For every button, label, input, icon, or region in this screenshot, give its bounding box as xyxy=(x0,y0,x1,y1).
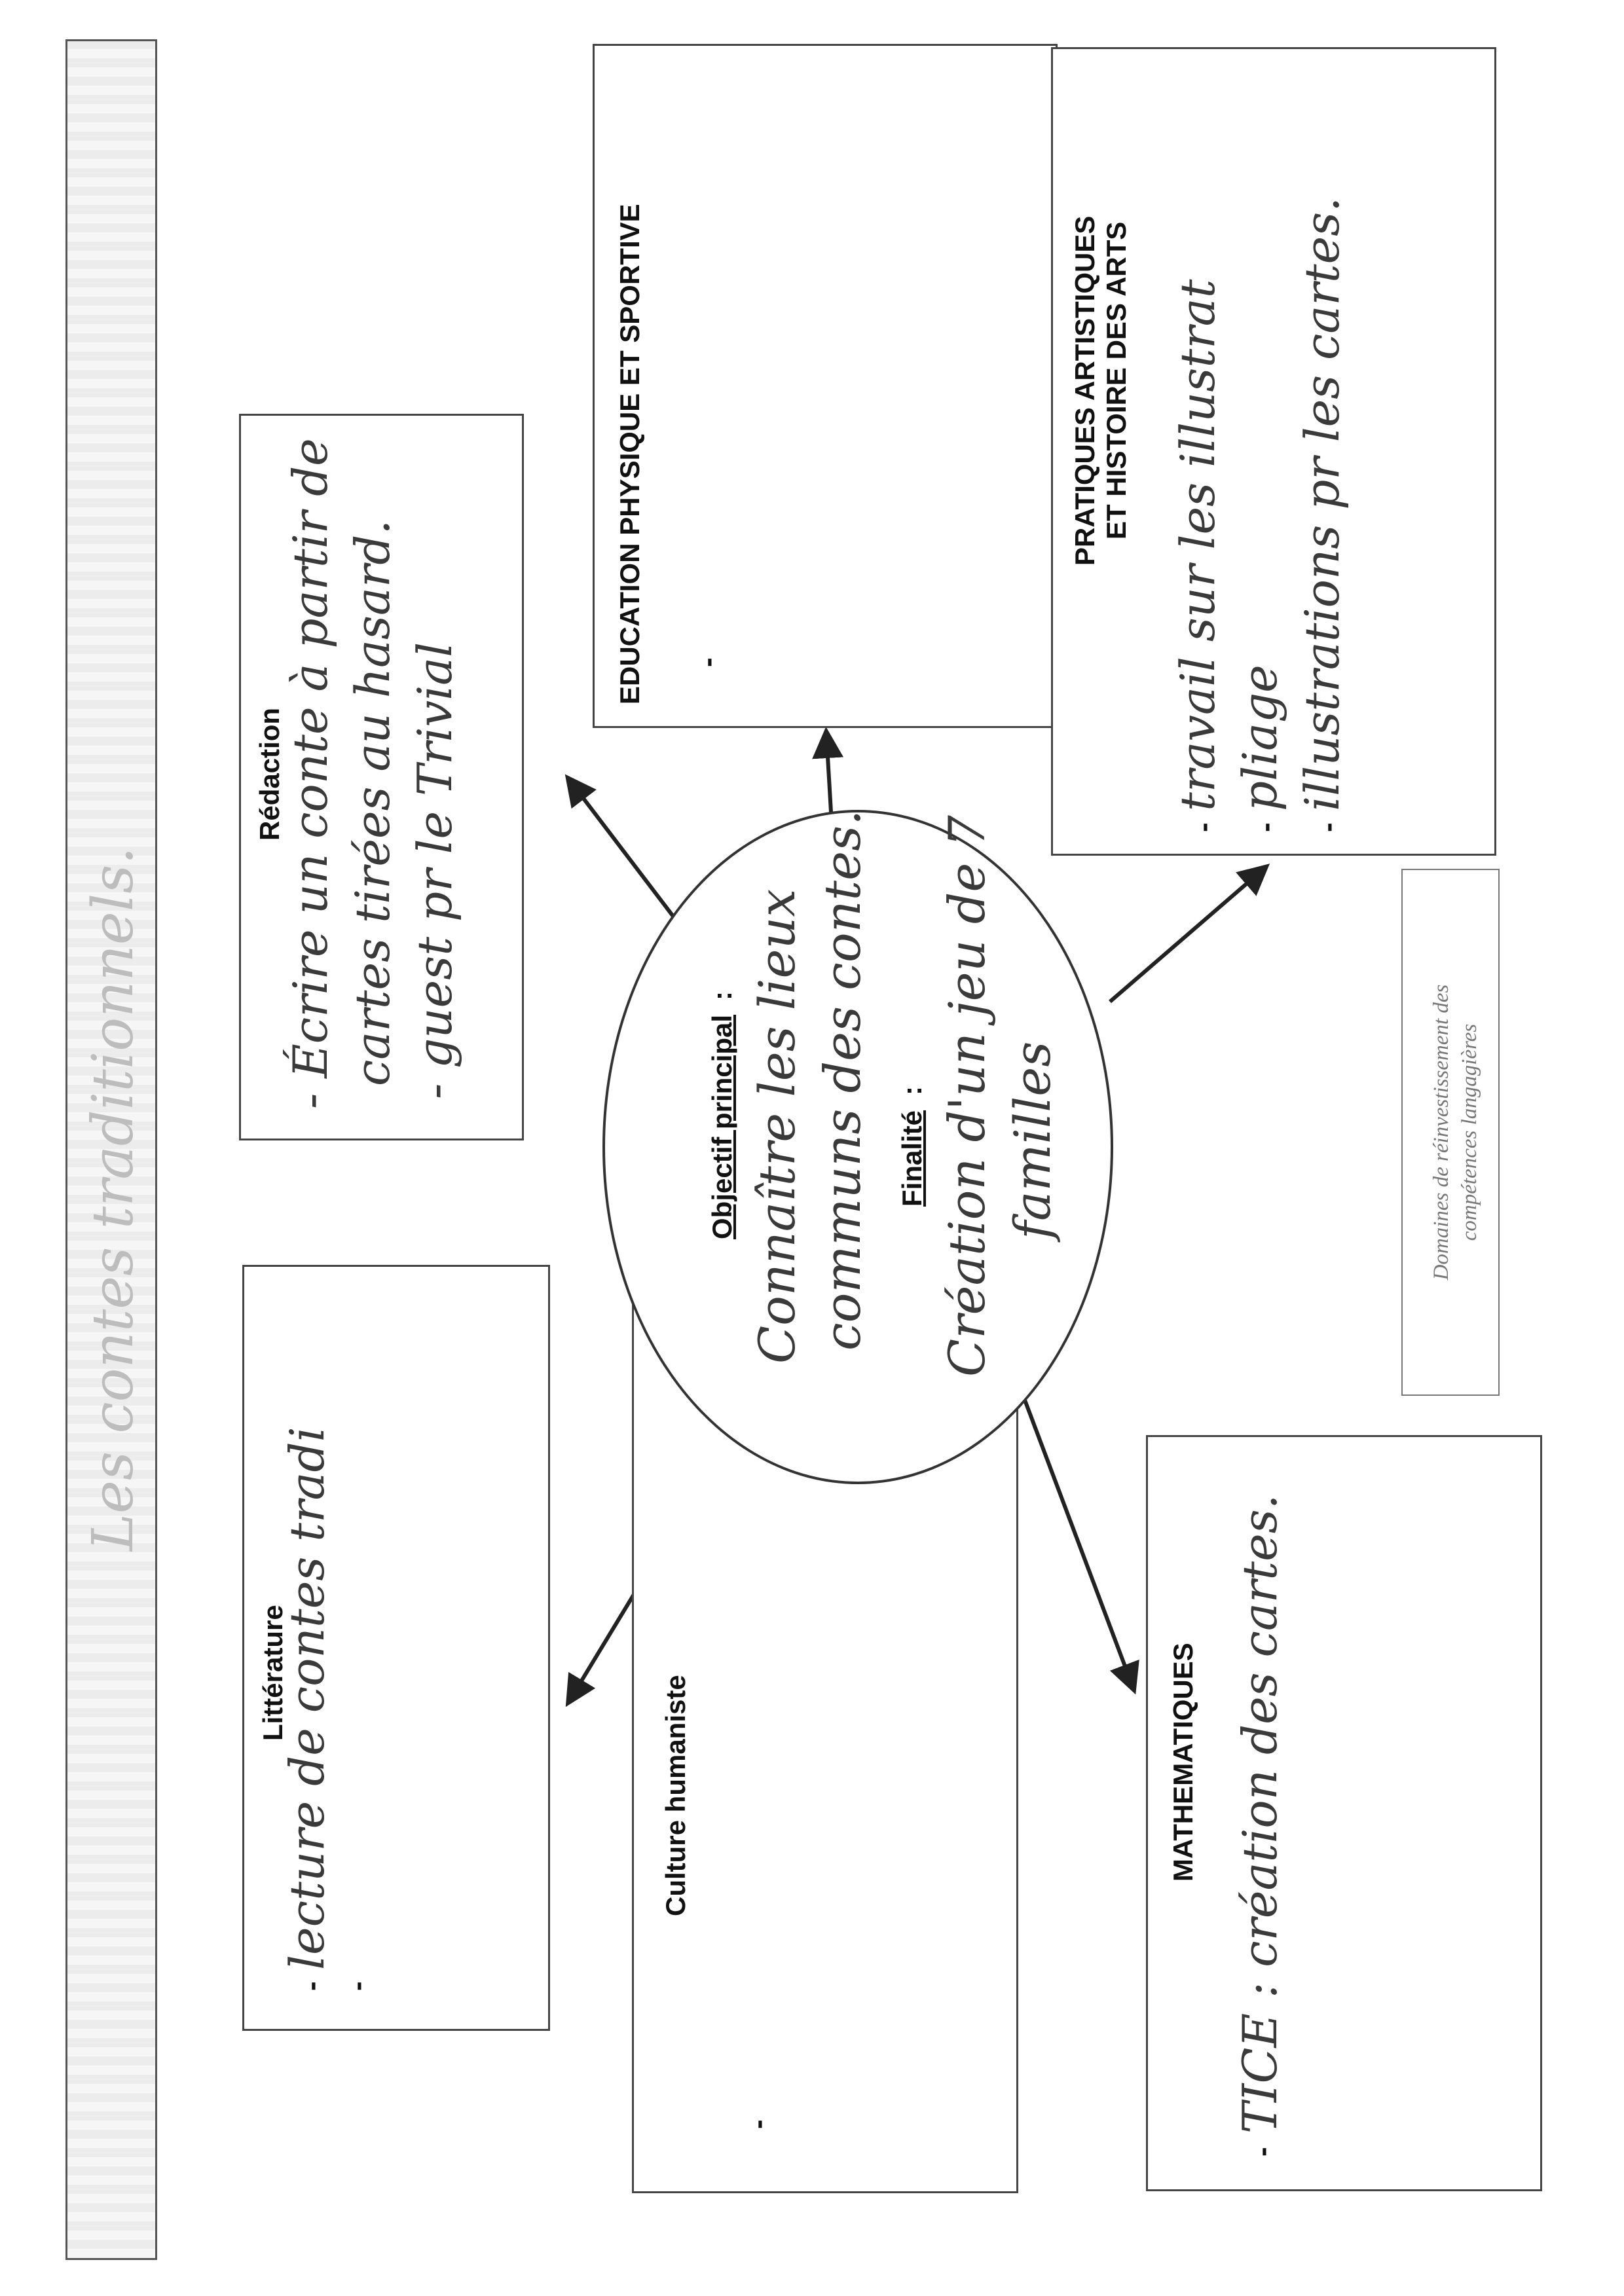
redaction-line-3: - guest pr le Trivial xyxy=(407,642,462,1099)
arts-title-line-2: ET HISTOIRE DES ARTS xyxy=(1101,221,1132,539)
box-pratiques-artistiques xyxy=(1051,47,1496,856)
box-mathematiques xyxy=(1146,1435,1542,2191)
litterature-line-1: lecture de contes tradi xyxy=(280,1427,335,1970)
arrow-to-redaction xyxy=(570,780,684,931)
finality-line-1: Création d'un jeu de 7 xyxy=(938,815,996,1377)
arts-dash-1: - xyxy=(1187,822,1219,832)
arrow-to-arts xyxy=(1110,869,1264,1002)
maths-line-1: TICE : création des cartes. xyxy=(1232,1494,1287,2134)
arts-line-2: pliage xyxy=(1232,665,1287,811)
finality-label: Finalité xyxy=(896,1110,927,1207)
arts-title-line-1: PRATIQUES ARTISTIQUES xyxy=(1069,215,1100,566)
finality-line-2: familles xyxy=(1003,1041,1061,1239)
arts-line-1: travail sur les illustrat xyxy=(1170,279,1225,811)
redaction-title: Rédaction xyxy=(254,707,285,841)
arts-dash-3: - xyxy=(1312,822,1344,832)
culture-dash-1: - xyxy=(742,2119,774,2129)
litterature-title: Littérature xyxy=(257,1605,288,1741)
objective-colon: : xyxy=(707,991,737,1000)
domains-note xyxy=(1401,869,1500,1396)
finality-colon: : xyxy=(896,1086,927,1095)
maths-dash-1: - xyxy=(1246,2147,1278,2157)
litterature-dash-2: - xyxy=(341,1981,373,1991)
box-redaction xyxy=(239,414,524,1140)
litterature-dash-1: - xyxy=(295,1981,327,1991)
culture-title: Culture humaniste xyxy=(660,1675,691,1916)
objective-line-1: Connaître les lieux xyxy=(748,888,806,1364)
domains-note-line-2: compétences langagières xyxy=(1457,1023,1481,1241)
eps-dash-1: - xyxy=(692,657,724,667)
arts-dash-2: - xyxy=(1249,822,1282,832)
arrow-to-maths xyxy=(1018,1383,1133,1687)
page-title: Les contes traditionnels. xyxy=(81,847,146,1551)
redaction-line-1: - Écrire un conte à partir de xyxy=(283,438,338,1109)
objective-line-2: communs des contes. xyxy=(813,809,872,1351)
eps-title: EDUCATION PHYSIQUE ET SPORTIVE xyxy=(614,204,645,704)
arts-line-3: illustrations pr les cartes. xyxy=(1295,196,1350,811)
maths-title: MATHEMATIQUES xyxy=(1168,1643,1198,1882)
central-objective-oval xyxy=(602,810,1113,1484)
box-litterature xyxy=(242,1265,550,2031)
box-eps xyxy=(593,44,1058,728)
objective-label: Objectif principal xyxy=(707,1014,737,1239)
domains-note-line-1: Domaines de réinvestissement des xyxy=(1430,984,1453,1281)
redaction-line-2: cartes tirées au hasard. xyxy=(345,519,400,1086)
